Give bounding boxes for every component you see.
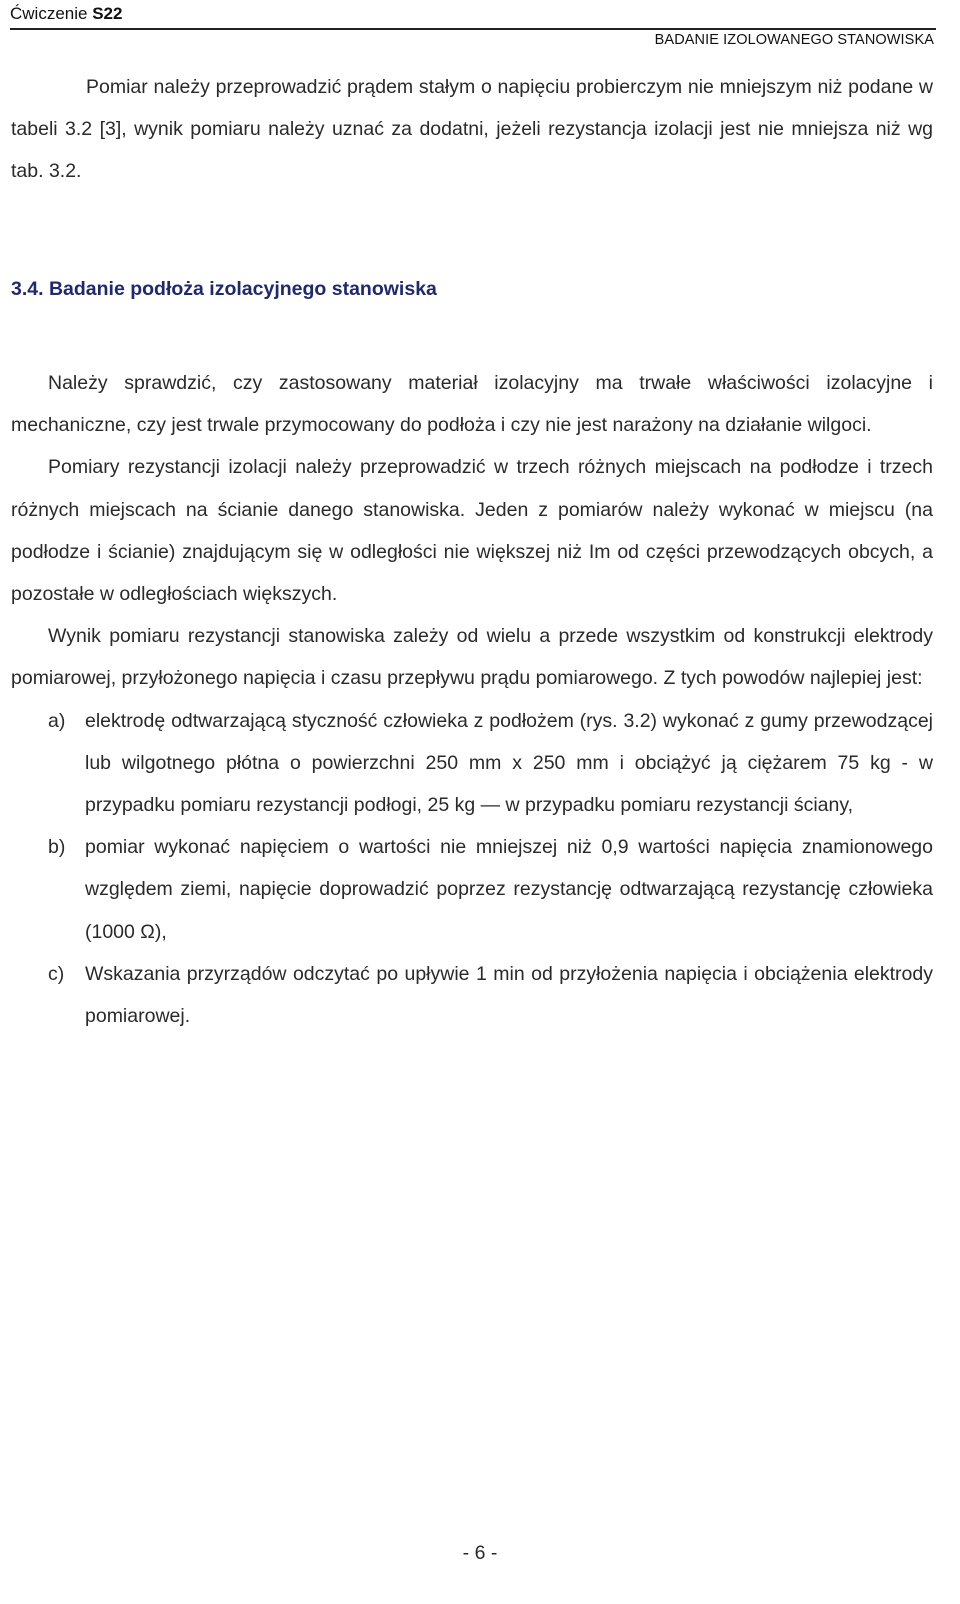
list-item-text: pomiar wykonać napięciem o wartości nie mniejszej niż 0,9 wartości napięcia znamionowego względem ziemi, napięcie doprowadzić poprzez rezystancję odtwarzającą rezystancję człowieka (1000 Ω), <box>85 836 933 943</box>
exercise-code: S22 <box>92 4 123 23</box>
exercise-label <box>10 4 122 24</box>
list-marker: b) <box>48 836 66 859</box>
page-header <box>10 4 936 48</box>
paragraph-1: Należy sprawdzić, czy zastosowany materiał izolacyjny ma trwałe właściwości izolacyjne i mechaniczne, czy jest trwale przymocowany do podłoża i czy nie jest narażony na działanie wilgoci. <box>11 372 933 437</box>
paragraph-2: Pomiary rezystancji izolacji należy przeprowadzić w trzech różnych miejscach na podłodze i trzech różnych miejscach na ścianie danego stanowiska. Jeden z pomiarów należy wykonać w miejscu (na podłodze i ścianie) znajdującym się w odległości nie większej niż Im od części przewodzących obcych, a pozostałe w odległościach większych. <box>11 456 933 606</box>
list-marker: a) <box>48 709 66 732</box>
page-number: - 6 - <box>462 1542 498 1564</box>
list-marker: c) <box>48 962 65 985</box>
section-title: Badanie podłoża izolacyjnego stanowiska <box>48 278 437 300</box>
section-body <box>11 362 933 1037</box>
requirements-list <box>11 700 933 1038</box>
list-item-text: elektrodę odtwarzającą styczność człowieka z podłożem (rys. 3.2) wykonać z gumy przewodzącej lub wilgotnego płótna o powierzchni 250 mm x 250 mm i obciążyć ją ciężarem 75 kg - w przypadku pomiaru rezystancji podłogi, 25 kg — w przypadku pomiaru rezystancji ściany, <box>85 709 933 817</box>
list-item-text: Wskazania przyrządów odczytać po upływie 1 min od przyłożenia napięcia i obciążenia elektrody pomiarowej. <box>85 962 933 1028</box>
intro-block <box>11 66 933 193</box>
section-number: 3.4. <box>11 278 44 300</box>
section-heading <box>11 278 437 301</box>
exercise-prefix: Ćwiczenie <box>10 4 93 23</box>
list-item <box>11 826 933 953</box>
document-title: BADANIE IZOLOWANEGO STANOWISKA <box>654 32 934 48</box>
paragraph-3: Wynik pomiaru rezystancji stanowiska zależy od wielu a przede wszystkim od konstrukcji elektrody pomiarowej, przyłożonego napięcia i czasu przepływu prądu pomiarowego. Z tych powodów najlepiej jest: <box>11 625 933 690</box>
list-item <box>11 700 933 827</box>
intro-paragraph: Pomiar należy przeprowadzić prądem stałym o napięciu probierczym nie mniejszym niż podane w tabeli 3.2 [3], wynik pomiaru należy uznać za dodatni, jeżeli rezystancja izolacji jest nie mniejsza niż wg tab. 3.2. <box>11 76 933 183</box>
list-item <box>11 953 933 1037</box>
